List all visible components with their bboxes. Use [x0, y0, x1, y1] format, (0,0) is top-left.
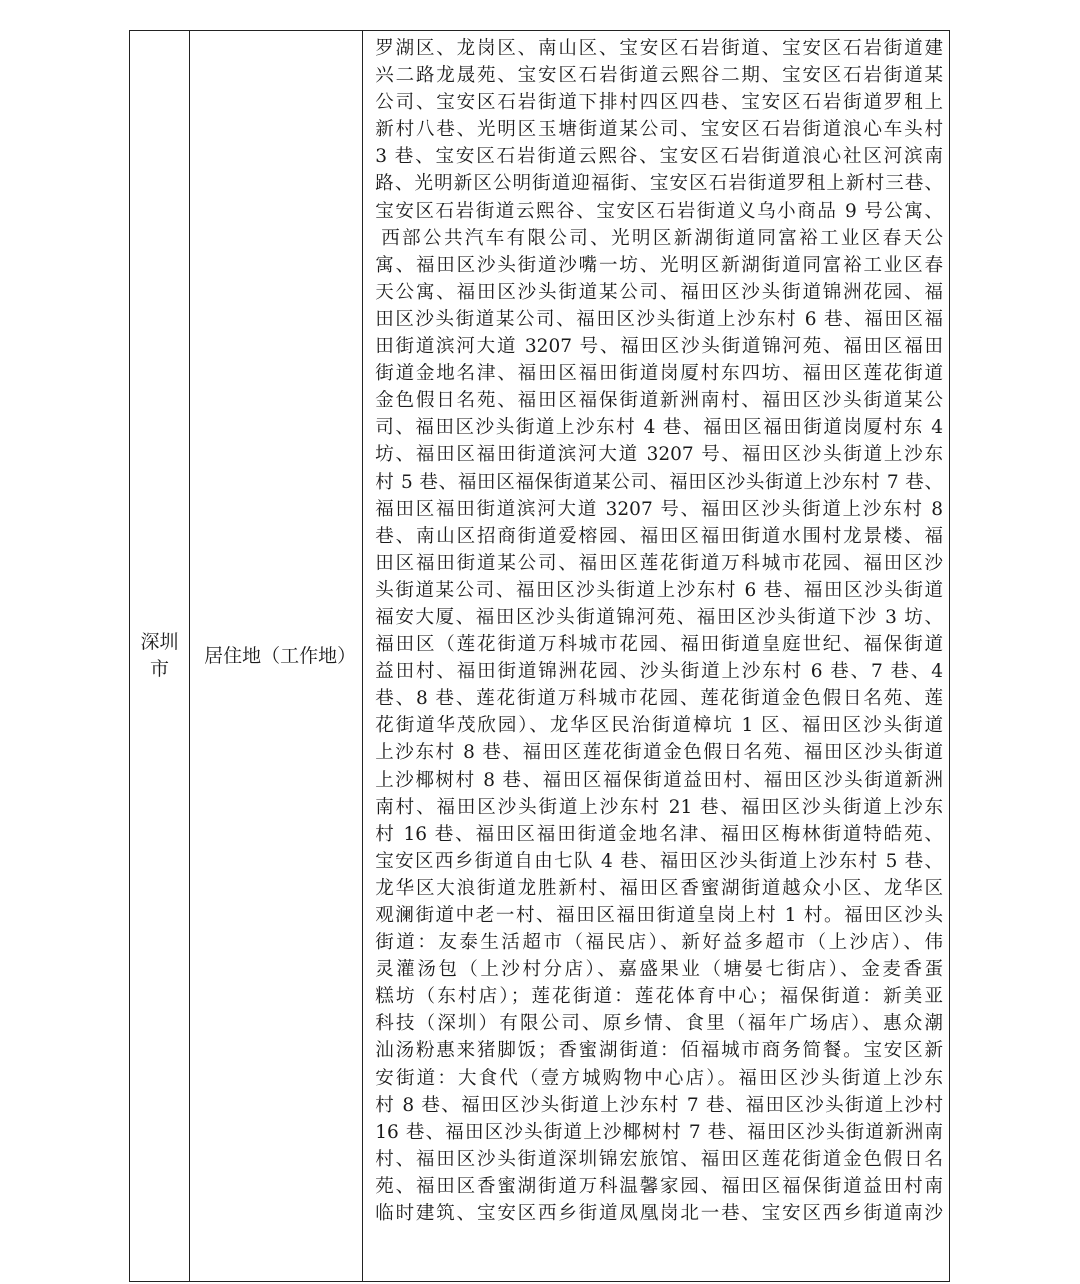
place-text-line: 村、福田区沙头街道深圳锦宏旅馆、福田区莲花街道金色假日名	[375, 1148, 943, 1170]
place-text-line: 村 16 巷、福田区福田街道金地名津、福田区梅林街道特皓苑、	[375, 823, 943, 845]
place-text-line: 福安大厦、福田区沙头街道锦河苑、福田区沙头街道下沙 3 坊、	[375, 606, 943, 628]
places-cell	[363, 31, 950, 1282]
place-text-line: 田街道滨河大道 3207 号、福田区沙头街道锦河苑、福田区福田	[375, 336, 943, 358]
place-text-line: 司、福田区沙头街道上沙东村 4 巷、福田区福田街道岗厦村东 4	[375, 417, 943, 439]
city-name-line: 深圳	[140, 631, 179, 653]
place-text-line: 罗湖区、龙岗区、南山区、宝安区石岩街道、宝安区石岩街道建	[375, 38, 943, 59]
places-text	[363, 31, 949, 1280]
place-text-line: 村 5 巷、福田区福保街道某公司、福田区沙头街道上沙东村 7 巷、	[375, 471, 943, 493]
place-text-line: 巷、8 巷、莲花街道万科城市花园、莲花街道金色假日名苑、莲	[375, 688, 943, 710]
city-cell	[130, 31, 190, 1282]
place-text-line: 寓、福田区沙头街道沙嘴一坊、光明区新湖街道同富裕工业区春	[375, 254, 943, 276]
city-name-line: 市	[150, 658, 170, 680]
place-text-line: 田区福田街道某公司、福田区莲花街道万科城市花园、福田区沙	[375, 552, 943, 574]
case-location-table	[129, 30, 950, 1282]
place-text-line: 益田村、福田街道锦洲花园、沙头街道上沙东村 6 巷、7 巷、4	[375, 661, 943, 683]
place-text-line: 路、光明新区公明街道迎福街、宝安区石岩街道罗租上新村三巷、	[375, 173, 943, 195]
place-text-line: 宝安区石岩街道云熙谷、宝安区石岩街道义乌小商品 9 号公寓、	[375, 200, 943, 222]
place-text-line: 安街道：大食代（壹方城购物中心店）。福田区沙头街道上沙东	[375, 1067, 943, 1089]
table-row	[130, 31, 950, 1282]
place-text-line: 糕坊（东村店）；莲花街道：莲花体育中心；福保街道：新美亚	[375, 986, 943, 1008]
place-text-line: 街道金地名津、福田区福田街道岗厦村东四坊、福田区莲花街道	[375, 363, 943, 385]
place-text-line: 天公寓、福田区沙头街道某公司、福田区沙头街道锦洲花园、福	[375, 281, 943, 303]
place-text-line: 田区沙头街道某公司、福田区沙头街道上沙东村 6 巷、福田区福	[375, 308, 943, 330]
place-text-line: 上沙椰树村 8 巷、福田区福保街道益田村、福田区沙头街道新洲	[375, 769, 943, 791]
place-text-line: 西部公共汽车有限公司、光明区新湖街道同富裕工业区春天公	[381, 227, 943, 249]
place-text-line: 上沙东村 8 巷、福田区莲花街道金色假日名苑、福田区沙头街道	[375, 742, 943, 764]
place-text-line: 灵灌汤包（上沙村分店）、嘉盛果业（塘晏七街店）、金麦香蛋	[375, 959, 943, 981]
place-text-line: 村 8 巷、福田区沙头街道上沙东村 7 巷、福田区沙头街道上沙村	[375, 1094, 943, 1116]
place-text-line: 巷、南山区招商街道爱榕园、福田区福田街道水围村龙景楼、福	[375, 525, 943, 547]
place-text-line: 街道：友泰生活超市（福民店）、新好益多超市（上沙店）、伟	[375, 932, 943, 954]
place-text-line: 临时建筑、宝安区西乡街道凤凰岗北一巷、宝安区西乡街道南沙	[375, 1203, 943, 1225]
place-text-line: 苑、福田区香蜜湖街道万科温馨家园、福田区福保街道益田村南	[375, 1175, 943, 1197]
place-text-line: 金色假日名苑、福田区福保街道新洲南村、福田区沙头街道某公	[375, 390, 943, 412]
place-text-line: 3 巷、宝安区石岩街道云熙谷、宝安区石岩街道浪心社区河滨南	[375, 146, 943, 168]
place-text-line: 新村八巷、光明区玉塘街道某公司、宝安区石岩街道浪心车头村	[375, 119, 943, 141]
place-text-line: 南村、福田区沙头街道上沙东村 21 巷、福田区沙头街道上沙东	[375, 796, 943, 818]
place-text-line: 16 巷、福田区沙头街道上沙椰树村 7 巷、福田区沙头街道新洲南	[375, 1121, 943, 1143]
place-text-line: 福田区（莲花街道万科城市花园、福田街道皇庭世纪、福保街道	[375, 634, 943, 656]
place-text-line: 福田区福田街道滨河大道 3207 号、福田区沙头街道上沙东村 8	[375, 498, 943, 520]
place-text-line: 头街道某公司、福田区沙头街道上沙东村 6 巷、福田区沙头街道	[375, 579, 943, 601]
place-text-line: 龙华区大浪街道龙胜新村、福田区香蜜湖街道越众小区、龙华区	[375, 877, 943, 899]
place-text-line: 汕汤粉惠来猪脚饭；香蜜湖街道：佰福城市商务简餐。宝安区新	[375, 1040, 943, 1062]
place-text-line: 公司、宝安区石岩街道下排村四区四巷、宝安区石岩街道罗租上	[375, 92, 943, 114]
place-text-line: 兴二路龙晟苑、宝安区石岩街道云熙谷二期、宝安区石岩街道某	[375, 65, 943, 87]
location-type-cell: 居住地（工作地）	[190, 31, 363, 1282]
place-text-line: 观澜街道中老一村、福田区福田街道皇岗上村 1 村。福田区沙头	[375, 905, 943, 926]
place-text-line: 宝安区西乡街道自由七队 4 巷、福田区沙头街道上沙东村 5 巷、	[375, 850, 943, 872]
place-text-line: 花街道华茂欣园）、龙华区民治街道樟坑 1 区、福田区沙头街道	[375, 715, 943, 737]
place-text-line: 科技（深圳）有限公司、原乡情、食里（福年广场店）、惠众潮	[375, 1013, 943, 1035]
place-text-line: 坊、福田区福田街道滨河大道 3207 号、福田区沙头街道上沙东	[375, 444, 943, 466]
